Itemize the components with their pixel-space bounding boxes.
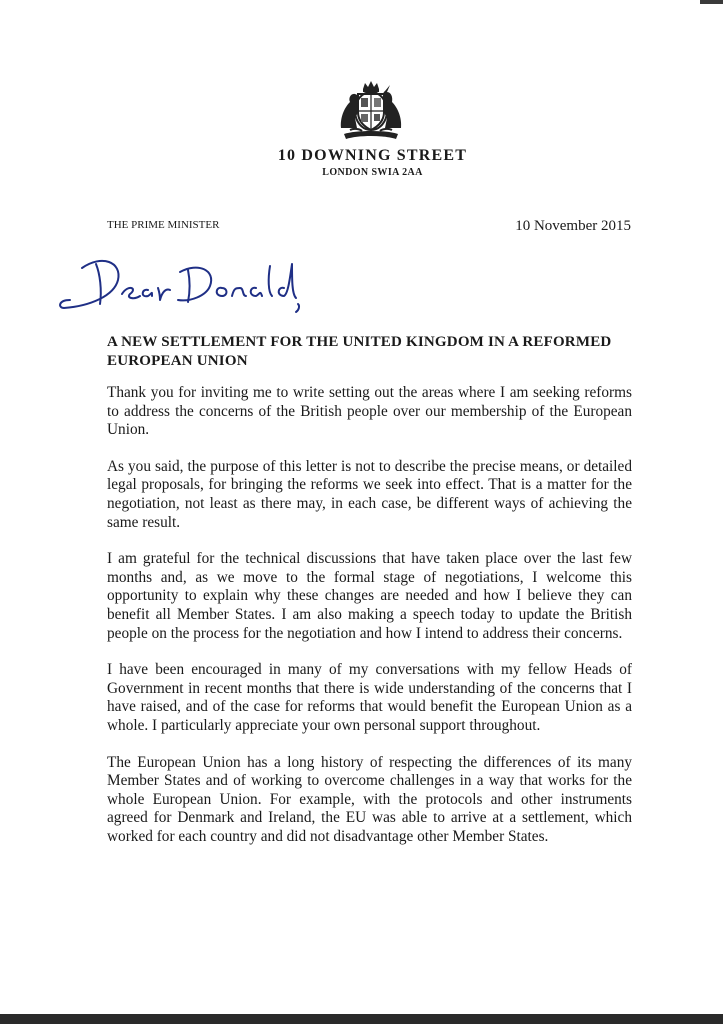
letter-date: 10 November 2015 (515, 218, 631, 234)
scan-bottom-edge (0, 1014, 723, 1024)
handwritten-salutation (56, 248, 301, 320)
letter-heading: A NEW SETTLEMENT FOR THE UNITED KINGDOM IN A REFORMED EUROPEAN UNION (107, 334, 612, 369)
letterhead-address-line1: 10 DOWNING STREET (277, 147, 468, 164)
letterhead-address-line2: LONDON SWIA 2AA (322, 167, 423, 178)
sender-title: THE PRIME MINISTER (107, 219, 220, 231)
body-paragraph-4: I have been encouraged in many of my conversations with my fellow Heads of Government in recent months that there is wide understanding of the concerns that I have raised, and of the case for reforms that would benefit the European Union as a whole. I particularly appreciate your own personal support throughout. (107, 661, 632, 734)
royal-coat-of-arms-icon (336, 80, 406, 142)
body-paragraph-5: The European Union has a long history of respecting the differences of its many Member States and of working to overcome challenges in a way that works for the whole European Union. For example, with the protocols and other instruments agreed for Denmark and Ireland, the EU was able to arrive at a settlement, which worked for each country and did not disadvantage other Member States. (107, 753, 632, 845)
body-paragraph-2: As you said, the purpose of this letter is not to describe the precise means, or detailed legal proposals, for bringing the reforms we seek into effect. That is a matter for the negotiation, not least as there may, in each case, be different ways of achieving the same result. (107, 457, 632, 531)
letter-body (107, 384, 632, 864)
scan-corner-mark (700, 0, 723, 4)
body-paragraph-3: I am grateful for the technical discussions that have taken place over the last few months and, as we move to the formal stage of negotiations, I welcome this opportunity to explain why these changes are needed and how I believe they can benefit all Member States. I am also making a speech today to update the British people on the process for the negotiation and how I intend to address their concerns. (107, 550, 632, 642)
body-paragraph-1: Thank you for inviting me to write setting out the areas where I am seeking reforms to address the concerns of the British people over our membership of the European Union. (107, 384, 632, 439)
